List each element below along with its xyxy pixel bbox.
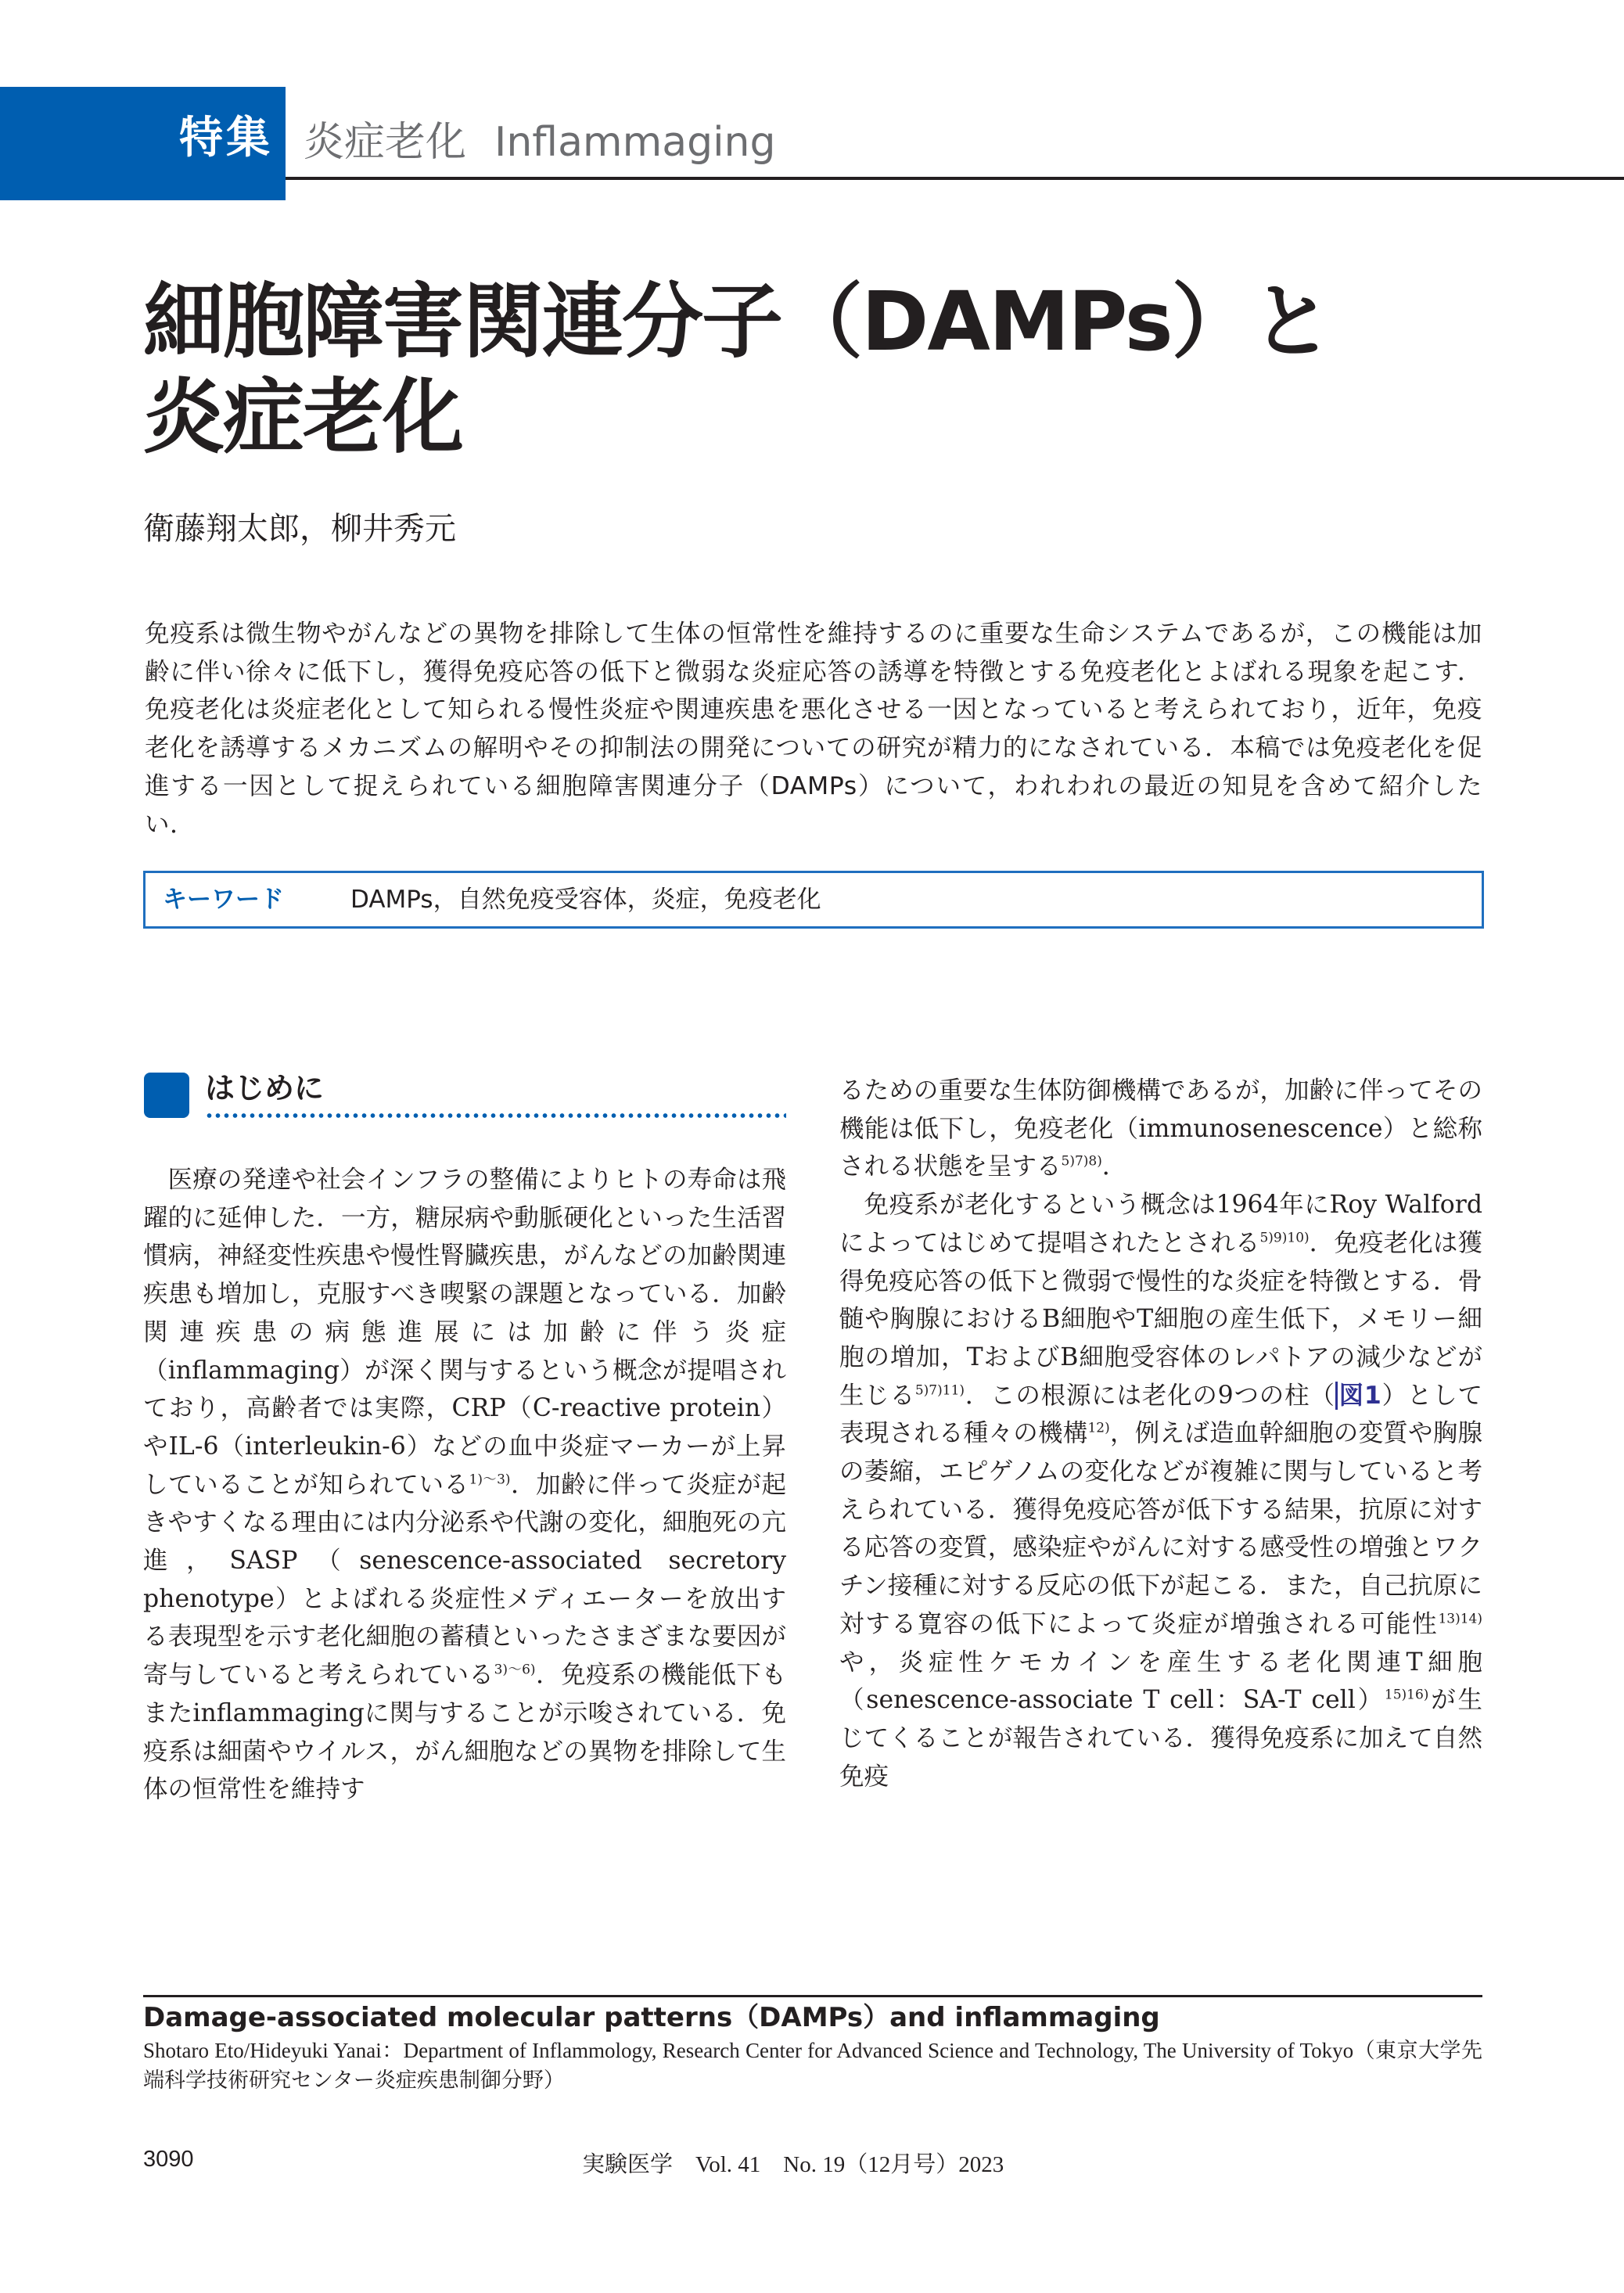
- paragraph: [143, 1161, 786, 1809]
- section-title: はじめに: [205, 1071, 325, 1105]
- section-dotted-rule: [205, 1112, 786, 1119]
- text-run: ．加齢に伴って炎症が起きやすくなる理由には内分泌系や代謝の変化，細胞死の亢進，SASP（senescence-associated secretory phenotype）とよばれる炎症性メディエーターを放出する表現型を示す老化細胞の蓄積といったさまざまな要因が寄与していると考えられている: [143, 1470, 786, 1690]
- paragraph-continued: [839, 1072, 1482, 1186]
- journal-info: 実験医学 Vol. 41 No. 19（12月号）2023: [582, 2152, 1004, 2177]
- citation[interactable]: 3)～6): [494, 1662, 536, 1678]
- series-title-ja: 炎症老化: [304, 119, 467, 166]
- text-run: ）として表現される種々の機構: [839, 1381, 1482, 1448]
- article-title: [143, 274, 1331, 465]
- footer-rule: [143, 1995, 1482, 1997]
- english-title: Damage-associated molecular patterns（DAMPs）and inflammaging: [143, 2002, 1160, 2033]
- body-column-right: [839, 1072, 1482, 1795]
- feature-band: [0, 87, 286, 200]
- text-run: 医療の発達や社会インフラの整備によりヒトの寿命は飛躍的に延伸した．一方，糖尿病や動脈硬化といった生活習慣病，神経変性疾患や慢性腎臓疾患，がんなどの加齢関連疾患も増加し，克服すべき喫緊の課題となっている．加齢関連疾患の病態進展には加齢に伴う炎症（inflammaging）が深く関与するという概念が提唱されており，高齢者では実際，CRP（C-reactive protein）やIL-6（interleukin-6）などの血中炎症マーカーが上昇していることが知られている: [143, 1166, 786, 1499]
- page-number: 3090: [143, 2147, 194, 2172]
- paragraph: [839, 1186, 1482, 1795]
- figure-link[interactable]: 図1: [1335, 1382, 1381, 1410]
- citation[interactable]: 5)7)8): [1061, 1153, 1102, 1170]
- text-run: ．免疫老化は獲得免疫応答の低下と微弱で慢性的な炎症を特徴とする．骨髄や胸腺におけるB細胞やT細胞の産生低下，メモリー細胞の増加，TおよびB細胞受容体のレパトアの減少などが生じる: [839, 1228, 1482, 1410]
- header-rule: [286, 177, 1624, 180]
- citation[interactable]: 1)～3): [469, 1472, 511, 1488]
- series-title: [304, 119, 776, 166]
- authors: 衛藤翔太郎，柳井秀元: [143, 511, 456, 547]
- citation[interactable]: 5)7)11): [914, 1382, 965, 1399]
- section-marker-icon: [144, 1073, 189, 1118]
- feature-label: 特集: [179, 113, 273, 164]
- keywords-list: DAMPs，自然免疫受容体，炎症，免疫老化: [350, 886, 821, 914]
- citation[interactable]: 5)9)10): [1259, 1230, 1310, 1246]
- keywords-label: キーワード: [163, 886, 284, 914]
- affiliation: Shotaro Eto/Hideyuki Yanai：Department of Inflammology, Research Center for Advanced Science and Technology, The University of Tokyo（東京大学先端科学技術研究センター炎症疾患制御分野）: [143, 2039, 1482, 2092]
- text-run: 免疫系が老化するという概念は1964年にRoy Walfordによってはじめて提唱されたとされる: [839, 1191, 1482, 1257]
- citation[interactable]: 15)16): [1384, 1687, 1429, 1703]
- text-run: ，例えば造血幹細胞の変質や胸腺の萎縮，エピゲノムの変化などが複雑に関与していると考えられている．獲得免疫応答が低下する結果，抗原に対する応答の変質，感染症やがんに対する感受性の増強とワクチン接種に対する反応の低下が起こる．また，自己抗原に対する寛容の低下によって炎症が増強される可能性: [839, 1419, 1482, 1638]
- abstract: 免疫系は微生物やがんなどの異物を排除して生体の恒常性を維持するのに重要な生命システムであるが，この機能は加齢に伴い徐々に低下し，獲得免疫応答の低下と微弱な炎症応答の誘導を特徴とする免疫老化とよばれる現象を起こす．免疫老化は炎症老化として知られる慢性炎症や関連疾患を悪化させる一因となっていると考えられており，近年，免疫老化を誘導するメカニズムの解明やその抑制法の開発についての研究が精力的になされている．本稿では免疫老化を促進する一因として捉えられている細胞障害関連分子（DAMPs）について，われわれの最近の知見を含めて紹介したい．: [145, 620, 1482, 839]
- text-run: るための重要な生体防御機構であるが，加齢に伴ってその機能は低下し，免疫老化（immunosenescence）と総称される状態を呈する: [839, 1076, 1482, 1181]
- series-title-en: Inflammaging: [494, 119, 776, 166]
- text-run: が生じてくることが報告されている．獲得免疫系に加えて自然免疫: [839, 1686, 1482, 1791]
- article-title-line2: 炎症老化: [143, 369, 463, 465]
- article-title-line1: 細胞障害関連分子（DAMPs）と: [143, 274, 1331, 369]
- text-run: ．: [1101, 1152, 1127, 1181]
- citation[interactable]: 13)14): [1438, 1611, 1482, 1627]
- text-run: ．免疫系の機能低下もまたinflammagingに関与することが示唆されている．免疫系は細菌やウイルス，がん細胞などの異物を排除して生体の恒常性を維持す: [143, 1661, 786, 1804]
- text-run: や，炎症性ケモカインを産生する老化関連T細胞（senescence-associate T cell：SA-T cell）: [839, 1648, 1482, 1715]
- text-run: ．この根源には老化の9つの柱（: [965, 1381, 1335, 1410]
- body-column-left: [143, 1161, 786, 1809]
- keywords-box: [143, 871, 1484, 929]
- citation[interactable]: 12): [1087, 1420, 1110, 1436]
